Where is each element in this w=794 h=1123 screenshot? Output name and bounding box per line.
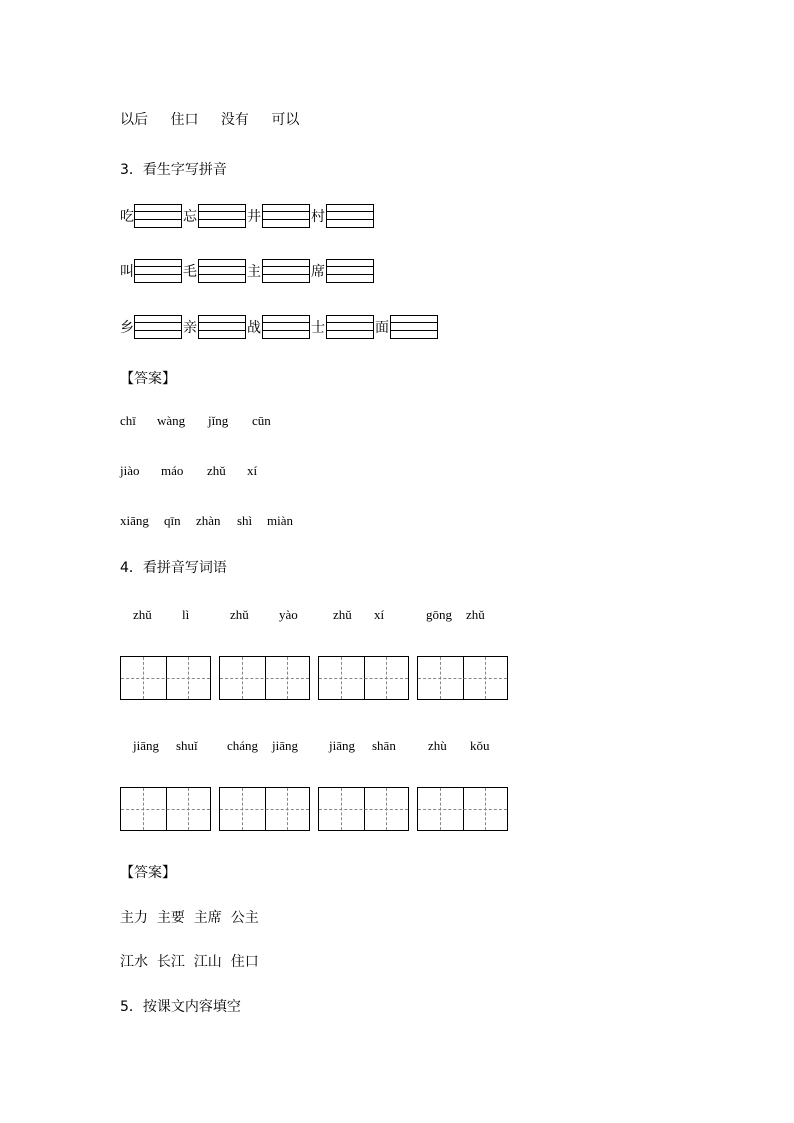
pinyin-box[interactable] bbox=[390, 315, 438, 339]
writing-grid[interactable] bbox=[120, 787, 211, 831]
writing-grid[interactable] bbox=[120, 656, 211, 700]
char: 面 bbox=[375, 320, 389, 336]
pinyin-prompt: shuǐ bbox=[176, 738, 198, 753]
pinyin-box[interactable] bbox=[198, 259, 246, 283]
answer-label: 【答案】 bbox=[120, 865, 176, 881]
writing-grid[interactable] bbox=[417, 787, 508, 831]
question-3-title: 3．看生字写拼音 bbox=[120, 162, 227, 178]
answer-pinyin: wàng bbox=[157, 413, 186, 428]
answer-pinyin: miàn bbox=[267, 513, 293, 528]
pinyin-prompt: jiāng bbox=[133, 738, 159, 753]
char: 忘 bbox=[183, 209, 197, 225]
pinyin-box[interactable] bbox=[326, 315, 374, 339]
pinyin-box[interactable] bbox=[198, 315, 246, 339]
word-list bbox=[120, 109, 299, 129]
writing-grid[interactable] bbox=[219, 656, 310, 700]
pinyin-prompt: gōng bbox=[426, 607, 452, 622]
char: 士 bbox=[311, 320, 325, 336]
answer-pinyin: jǐng bbox=[208, 413, 229, 428]
pinyin-prompt: cháng bbox=[227, 738, 259, 753]
pinyin-box[interactable] bbox=[326, 259, 374, 283]
answer-pinyin: máo bbox=[161, 463, 184, 478]
answer-pinyin: zhǔ bbox=[207, 463, 226, 478]
answer-words: 江水 长江 江山 住口 bbox=[120, 954, 259, 970]
answer-label: 【答案】 bbox=[120, 371, 176, 387]
char: 战 bbox=[247, 320, 261, 336]
answer-pinyin: qīn bbox=[164, 513, 181, 528]
pinyin-prompt: zhǔ bbox=[230, 607, 249, 622]
answer-pinyin: chī bbox=[120, 413, 136, 428]
pinyin-box[interactable] bbox=[262, 315, 310, 339]
pinyin-prompt: shān bbox=[372, 738, 396, 753]
pinyin-box[interactable] bbox=[326, 204, 374, 228]
pinyin-box[interactable] bbox=[198, 204, 246, 228]
char: 村 bbox=[311, 209, 325, 225]
answer-pinyin: xiāng bbox=[120, 513, 149, 528]
pinyin-prompt: lì bbox=[182, 607, 190, 622]
word-item: 没有 bbox=[220, 112, 249, 128]
pinyin-box[interactable] bbox=[134, 259, 182, 283]
pinyin-prompt: yào bbox=[279, 607, 298, 622]
pinyin-prompt: zhǔ bbox=[133, 607, 152, 622]
pinyin-box[interactable] bbox=[134, 204, 182, 228]
char: 席 bbox=[311, 264, 325, 280]
char: 主 bbox=[247, 264, 261, 280]
char: 毛 bbox=[183, 264, 197, 280]
pinyin-prompt: kǒu bbox=[470, 738, 490, 753]
pinyin-prompt: zhǔ bbox=[466, 607, 485, 622]
char: 井 bbox=[247, 209, 261, 225]
word-item: 住口 bbox=[170, 112, 199, 128]
pinyin-prompt: xí bbox=[374, 607, 385, 622]
answer-pinyin: cūn bbox=[252, 413, 271, 428]
char: 亲 bbox=[183, 320, 197, 336]
char: 叫 bbox=[120, 264, 134, 280]
pinyin-box[interactable] bbox=[262, 259, 310, 283]
pinyin-box[interactable] bbox=[262, 204, 310, 228]
char: 吃 bbox=[120, 209, 134, 225]
answer-pinyin: xí bbox=[247, 463, 258, 478]
pinyin-prompt: zhǔ bbox=[333, 607, 352, 622]
word-item: 可以 bbox=[271, 112, 300, 128]
answer-pinyin: zhàn bbox=[196, 513, 221, 528]
writing-grid[interactable] bbox=[219, 787, 310, 831]
answer-words: 主力 主要 主席 公主 bbox=[120, 910, 259, 926]
writing-grid[interactable] bbox=[417, 656, 508, 700]
answer-pinyin: shì bbox=[237, 513, 253, 528]
writing-grid[interactable] bbox=[318, 656, 409, 700]
pinyin-prompt: zhù bbox=[428, 738, 447, 753]
pinyin-prompt: jiāng bbox=[329, 738, 355, 753]
question-4-title: 4．看拼音写词语 bbox=[120, 560, 227, 576]
answer-pinyin: jiào bbox=[120, 463, 140, 478]
question-5-title: 5．按课文内容填空 bbox=[120, 999, 241, 1015]
word-item: 以后 bbox=[120, 112, 148, 128]
char: 乡 bbox=[120, 320, 134, 336]
writing-grid[interactable] bbox=[318, 787, 409, 831]
pinyin-prompt: jiāng bbox=[272, 738, 298, 753]
pinyin-box[interactable] bbox=[134, 315, 182, 339]
